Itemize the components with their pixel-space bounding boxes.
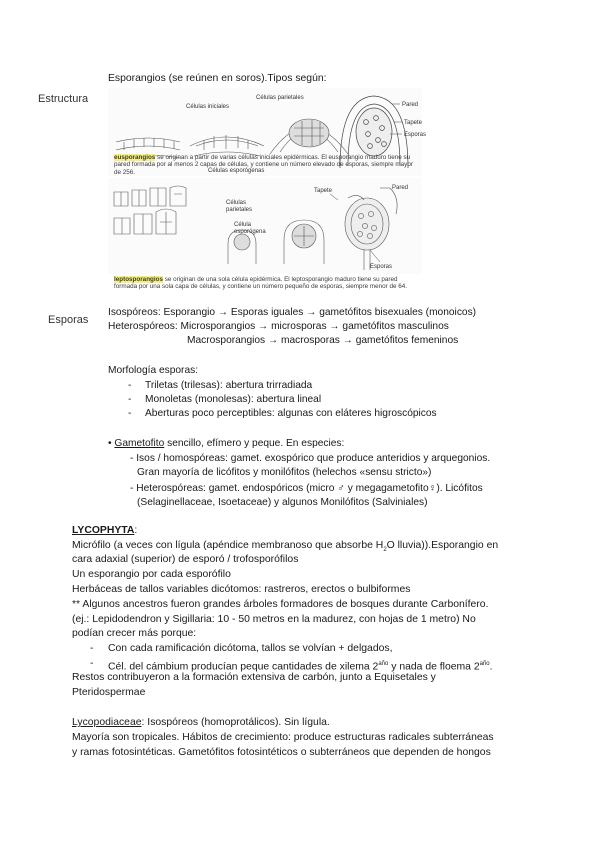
lycopodiaceae-line-2: Mayoría son tropicales. Hábitos de crecimiento: produce estructuras radicales subterráneas: [72, 732, 494, 743]
label-tapete-2: Tapete: [314, 188, 333, 194]
lycophyta-line-6: (ej.: Lepidodendron y Sigillaria: 10 - 50 metros en la madurez, con hojas de 1 metro) No: [72, 614, 476, 625]
morfologia-item: Aberturas poco perceptibles: algunas con eláteres higroscópicos: [145, 408, 437, 419]
period: .: [489, 661, 493, 673]
morfologia-item: Triletas (trilesas): abertura trirradiada: [145, 380, 313, 391]
microfilo-text: Micrófilo (a veces con lígula (apéndice membranoso que absorbe H: [72, 540, 384, 551]
morfologia-item: Monoletas (monolesas): abertura lineal: [145, 394, 322, 405]
lycopodiaceae-term: Lycopodiaceae: [72, 717, 142, 728]
floema-text: y nada de floema 2: [391, 661, 480, 673]
morfologia-dash-3: -: [128, 408, 132, 419]
isos-line-1: - Isos / homospóreas: gamet. exospórico que produce anteridios y arquegonios.: [130, 453, 491, 464]
leptosporangio-term: leptosporangios: [114, 276, 163, 283]
lycophyta-line-7: podían crecer más porque:: [72, 628, 197, 639]
esporangio-text: O lluvia)).Esporangio en: [386, 540, 499, 551]
lycopodiaceae-line-3: y ramas fotosintéticas. Gametófitos fotosintéticos o subterráneos que dependen de hongos: [72, 747, 491, 758]
list-dash-1: -: [90, 643, 94, 654]
eusporangio-caption-text: se originan a partir de varias células iniciales epidérmicas. El eusporangio maduro tiene su pared formada por al menos 2 capas de células, y contiene un número elevado de esporas, siempre mayor de 256.: [114, 154, 413, 176]
lycophyta-line-3: Un esporangio por cada esporófilo: [72, 569, 231, 580]
morfologia-dash-1: -: [128, 380, 132, 391]
lycophyta-line-2: cara adaxial (superior) de esporó / trofosporófilos: [72, 554, 299, 565]
eusporangio-term: eusporangios: [114, 154, 156, 161]
isosporeos-line: Isospóreos: Esporangio → Esporas iguales → gametófitos bisexuales (monoicos): [108, 307, 477, 318]
lycopodiaceae-line-1: [72, 716, 330, 730]
hetero-line-1: - Heterospóreas: gamet. endospóricos (micro ♂ y megagametofito♀). Licófitos: [130, 483, 483, 494]
label-pared-2: Pared: [392, 185, 409, 191]
lycophyta-title: LYCOPHYTA: [72, 525, 135, 536]
lycophyta-line-9: Pteridospermae: [72, 687, 146, 698]
lycophyta-line-4: Herbáceas de tallos variables dicótomos: rastreros, erectos o bulbiformes: [72, 584, 411, 595]
gametofito-rest: sencillo, efímero y peque. En especies:: [164, 438, 345, 449]
label-celulas-esporogenas: Células esporógenas: [208, 168, 265, 174]
label-tapete: Tapete: [404, 120, 423, 126]
ano-superscript-2: año: [479, 661, 490, 667]
hetero-line-2: (Selaginellaceae, Isoetaceae) y algunos Monilófitos (Salviniales): [137, 497, 428, 508]
lycophyta-heading: [72, 524, 137, 538]
isos-line-2: Gran mayoría de licófitos y monilófitos (helechos «sensu stricto»): [137, 467, 432, 478]
gametofito-term: Gametofito: [114, 438, 165, 449]
leptosporangio-caption: [114, 276, 414, 291]
label-celula-esporogena: Célula esporógena: [234, 222, 266, 235]
label-esporas-2: Esporas: [370, 264, 393, 270]
leptosporangio-caption-text: se originan de una sola célula epidérmica. El leptosporangio maduro tiene su pared formada por una sola capa de células, y contiene un número pequeño de esporas, siempre menor de 64.: [114, 276, 407, 291]
lycophyta-line-5: ** Algunos ancestros fueron grandes árboles formadores de bosques durante Carbonífero.: [72, 599, 489, 610]
heterosporeos-line: Heterospóreos: Microsporangios → microsporas → gametófitos masculinos: [108, 321, 449, 332]
macrosporangios-line: Macrosporangios → macrosporas → gametófitos femeninos: [187, 335, 459, 346]
label-esporas: Esporas: [404, 132, 427, 138]
cambium-text: Cél. del cámbium producían peque cantidades de xilema 2: [108, 661, 379, 673]
label-celulas-iniciales: Células iniciales: [186, 104, 230, 110]
list-dash-2: -: [90, 658, 94, 669]
lycophyta-colon: :: [134, 525, 138, 536]
lycophyta-line-8: Restos contribuyeron a la formación extensiva de carbón, junto a Equisetales y: [72, 672, 436, 683]
gametofito-line: [108, 437, 344, 450]
label-celulas-parietales: Células parietales: [256, 95, 304, 101]
estructura-side-label: Estructura: [38, 93, 89, 105]
leptosporangio-labels: [108, 178, 422, 274]
lycophyta-list-item-1: Con cada ramificación dicótoma, tallos se volvían + delgados,: [108, 643, 393, 654]
lycopodiaceae-rest: : Isospóreos (homoprotálicos). Sin lígula.: [141, 717, 330, 728]
ano-superscript-1: año: [378, 661, 389, 667]
eusporangio-caption: [114, 154, 414, 176]
bullet: •: [108, 438, 112, 449]
esporas-side-label: Esporas: [48, 314, 89, 326]
h2o-subscript: 2: [383, 547, 387, 554]
label-pared: Pared: [402, 102, 419, 108]
esporangios-heading: Esporangios (se reúnen en soros).Tipos según:: [108, 73, 327, 84]
leptosporangio-figure: [108, 178, 422, 274]
label-celulas-parietales-2: Células parietales: [226, 200, 253, 213]
morfologia-title: Morfología esporas:: [108, 365, 199, 376]
morfologia-dash-2: -: [128, 394, 132, 405]
